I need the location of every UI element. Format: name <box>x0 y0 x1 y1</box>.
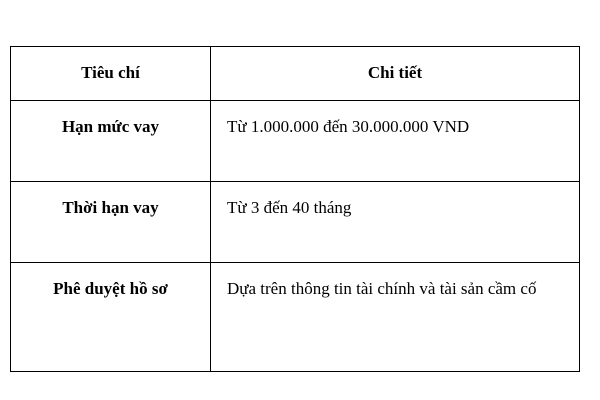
row-detail-approval: Dựa trên thông tin tài chính và tài sản cầm cố <box>211 262 580 371</box>
criteria-table <box>10 46 580 372</box>
table-header-cell-criteria: Tiêu chí <box>11 47 211 101</box>
row-detail-loan-limit: Từ 1.000.000 đến 30.000.000 VND <box>211 100 580 181</box>
table-row <box>11 181 580 262</box>
table-header-row <box>11 47 580 101</box>
row-label-approval: Phê duyệt hồ sơ <box>11 262 211 371</box>
row-label-loan-term: Thời hạn vay <box>11 181 211 262</box>
table-row <box>11 100 580 181</box>
table-row <box>11 262 580 371</box>
row-detail-loan-term: Từ 3 đến 40 tháng <box>211 181 580 262</box>
criteria-table-container <box>10 46 580 372</box>
row-label-loan-limit: Hạn mức vay <box>11 100 211 181</box>
table-header-cell-detail: Chi tiết <box>211 47 580 101</box>
